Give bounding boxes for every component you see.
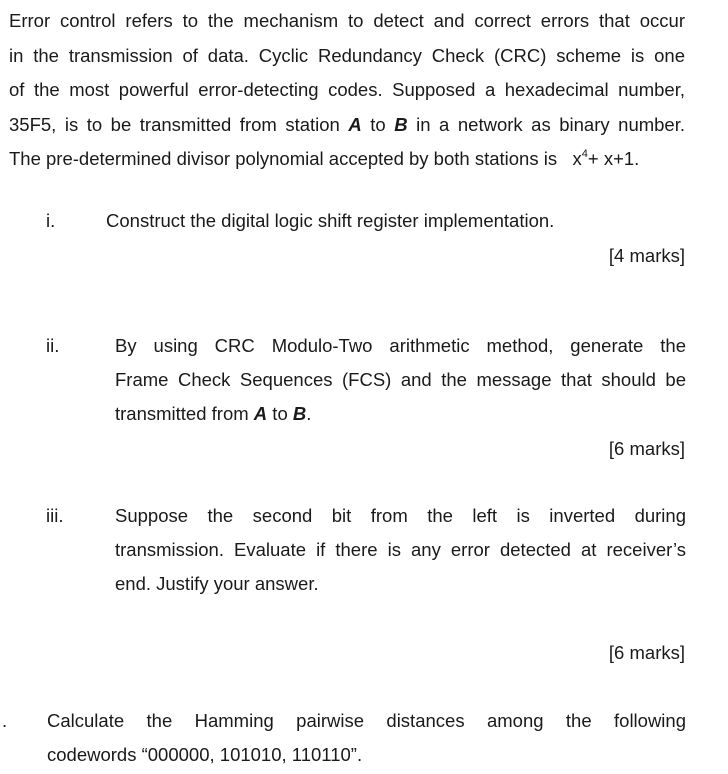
question-iii: [46, 499, 686, 609]
question-text-line: codewords “000000, 101010, 110110”.: [47, 744, 363, 765]
question-text-line: transmission. Evaluate if there is any error detected at receiver’s: [115, 539, 686, 560]
question-text-line: end. Justify your answer.: [115, 573, 319, 594]
question-text-line: transmitted from A to B.: [115, 403, 312, 424]
intro-paragraph: [9, 4, 685, 177]
question-text-line: Calculate the Hamming pairwise distances among the following: [47, 710, 686, 731]
station-a-label: A: [348, 113, 362, 135]
question-number: iii.: [46, 505, 64, 526]
question-number: ii.: [46, 335, 60, 356]
intro-line-4: 35F5, is to be transmitted from station A to B in a network as binary number.: [9, 113, 685, 135]
question-text-line: Suppose the second bit from the left is inverted during: [115, 505, 686, 526]
question-number: .: [2, 710, 8, 731]
marks-label: [4 marks]: [608, 245, 685, 266]
intro-line-1: Error control refers to the mechanism to detect and correct errors that occur: [9, 10, 685, 31]
question-text-line: Frame Check Sequences (FCS) and the message that should be: [115, 369, 686, 390]
question-text-line: By using CRC Modulo-Two arithmetic method, generate the: [115, 335, 686, 356]
question-text: Construct the digital logic shift register implementation.: [106, 210, 555, 231]
marks-label: [6 marks]: [608, 642, 685, 663]
intro-line-2: in the transmission of data. Cyclic Redundancy Check (CRC) scheme is one: [9, 44, 685, 66]
intro-line-5: The pre-determined divisor polynomial accepted by both stations is $x^4+ x+1$.: [9, 148, 640, 169]
question-number: i.: [46, 210, 56, 231]
intro-line-3: of the most powerful error-detecting codes. Supposed a hexadecimal number,: [9, 79, 685, 100]
exponent: 4: [581, 148, 588, 160]
question-ii: [46, 329, 686, 439]
station-b-label: B: [394, 113, 408, 135]
marks-label: [6 marks]: [608, 438, 685, 459]
question-i: [46, 204, 686, 284]
question-hamming: [0, 704, 686, 774]
